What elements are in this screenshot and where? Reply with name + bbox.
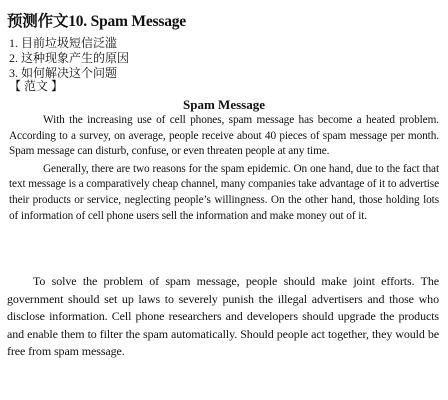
writing-point: 2. 这种现象产生的原因 [9, 51, 130, 65]
writing-point: 1. 目前垃圾短信泛滥 [9, 36, 118, 50]
writing-point: 3. 如何解决这个问题 [9, 66, 118, 80]
essay-paragraph: To solve the problem of spam message, people should make joint efforts. The government should set up laws to severely punish the illegal advertisers and those who disclose information. Cell phone researchers and developers should upgrade the products and enable them to filter the spam automatically. Should people act together, they would be free from spam message. [7, 274, 439, 359]
page-heading: 预测作文10. Spam Message [7, 13, 186, 30]
writing-points-list [9, 36, 129, 81]
essay-paragraph: Generally, there are two reasons for the spam epidemic. On one hand, due to the fact that text message is a comparatively cheap channel, many companies take advantage of it to advertise their products or service, neglecting people’s willingness. On the other hand, those holding lots of information of cell phone users sell the information and make money out of it. [9, 162, 439, 222]
essay-conclusion [7, 273, 439, 361]
essay-title: Spam Message [183, 97, 265, 112]
model-essay-label: 【 范文 】 [9, 79, 64, 93]
essay-body [9, 113, 439, 226]
essay-paragraph: With the increasing use of cell phones, spam message has become a heated problem. According to a survey, on average, people receive about 40 pieces of spam message per month. Spam message can disturb, confuse, or even threaten people at any time. [9, 114, 439, 158]
